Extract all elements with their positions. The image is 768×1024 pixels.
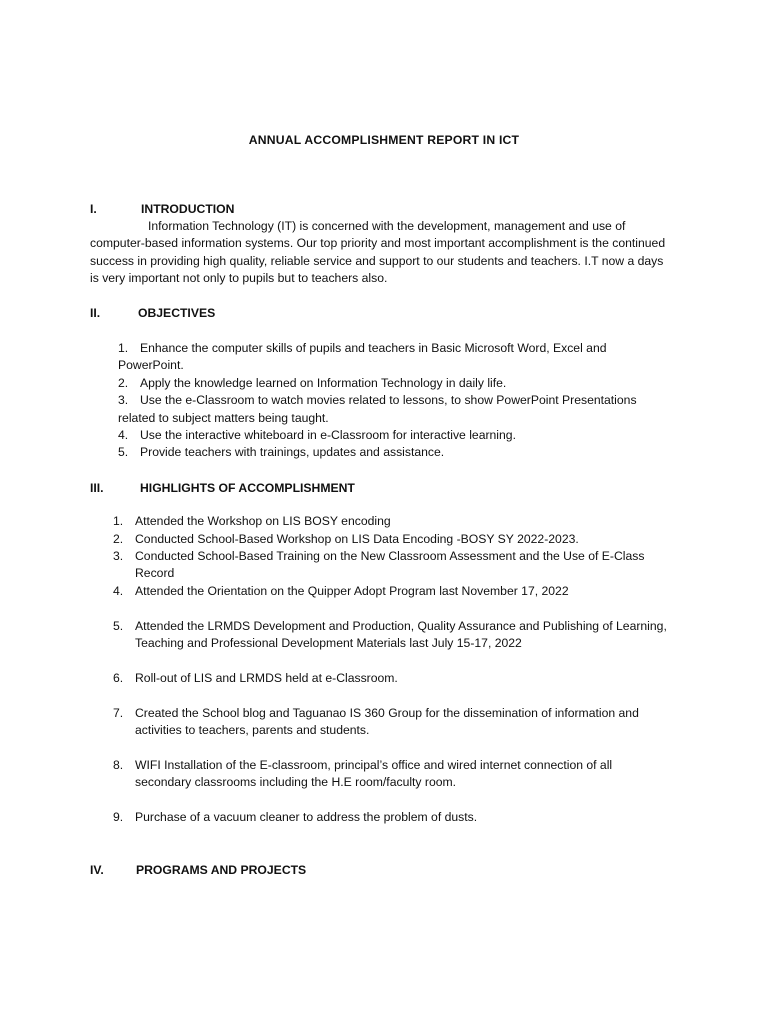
item-number: 1.	[113, 514, 124, 528]
item-number: 2.	[113, 532, 124, 546]
objective-item	[118, 392, 668, 427]
objective-item	[118, 427, 668, 444]
item-number: 8.	[113, 758, 124, 772]
highlight-item	[113, 809, 668, 826]
item-text: Use the e-Classroom to watch movies related to lessons, to show PowerPoint Presentations related to subject matters being taught.	[118, 393, 637, 425]
section-number: III.	[90, 481, 104, 495]
item-number: 4.	[113, 584, 124, 598]
item-text: Enhance the computer skills of pupils and teachers in Basic Microsoft Word, Excel and PowerPoint.	[118, 341, 607, 373]
highlight-item	[113, 757, 668, 792]
item-number: 3.	[118, 393, 129, 408]
item-text: Purchase of a vacuum cleaner to address the problem of dusts.	[135, 810, 478, 824]
section-number: I.	[90, 202, 97, 216]
highlight-item	[113, 618, 668, 653]
item-text: Attended the LRMDS Development and Production, Quality Assurance and Publishing of Learning, Teaching and Professional Development Materials last July 15-17, 2022	[135, 619, 667, 651]
item-number: 9.	[113, 810, 124, 824]
item-text: Roll-out of LIS and LRMDS held at e-Classroom.	[135, 671, 398, 685]
item-text: Conducted School-Based Workshop on LIS Data Encoding -BOSY SY 2022-2023.	[135, 532, 579, 546]
item-number: 6.	[113, 671, 124, 685]
item-number: 1.	[118, 341, 129, 355]
item-text: WIFI Installation of the E-classroom, principal’s office and wired internet connection of all secondary classrooms including the H.E room/faculty room.	[135, 758, 613, 790]
item-number: 5.	[118, 445, 129, 460]
highlight-item	[113, 513, 668, 530]
introduction-paragraph	[90, 218, 670, 288]
item-text: Conducted School-Based Training on the New Classroom Assessment and the Use of E-Class Record	[135, 549, 645, 581]
item-number: 3.	[113, 549, 124, 563]
objectives-list	[118, 340, 668, 462]
objective-item	[118, 340, 668, 375]
section-label: OBJECTIVES	[138, 306, 216, 320]
section-label: INTRODUCTION	[141, 202, 235, 216]
item-text: Attended the Orientation on the Quipper Adopt Program last November 17, 2022	[135, 584, 569, 598]
highlight-item	[113, 531, 668, 548]
item-text: Apply the knowledge learned on Information Technology in daily life.	[140, 375, 507, 390]
highlight-item	[113, 670, 668, 687]
item-text: Provide teachers with trainings, updates and assistance.	[140, 445, 445, 460]
highlight-item	[113, 583, 668, 600]
objective-item	[118, 375, 668, 392]
item-number: 4.	[118, 428, 129, 443]
introduction-text: Information Technology (IT) is concerned with the development, management and use of computer-based information systems. Our top priority and most important accomplishment is the continued success in providing high quality, reliable service and support to our students and teachers. I.T now a days is very important not only to pupils but to teachers also.	[90, 219, 666, 286]
item-number: 5.	[113, 619, 124, 633]
item-text: Use the interactive whiteboard in e-Classroom for interactive learning.	[140, 428, 516, 443]
item-number: 2.	[118, 375, 129, 390]
objective-item	[118, 444, 668, 461]
item-text: Created the School blog and Taguanao IS 360 Group for the dissemination of information and activities to teachers, parents and students.	[135, 706, 639, 738]
section-number: II.	[90, 306, 101, 320]
document-title: ANNUAL ACCOMPLISHMENT REPORT IN ICT	[248, 133, 520, 147]
item-text: Attended the Workshop on LIS BOSY encoding	[135, 514, 391, 528]
section-number: IV.	[90, 863, 104, 877]
section-label: PROGRAMS AND PROJECTS	[136, 863, 307, 877]
item-number: 7.	[113, 706, 124, 720]
highlight-item	[113, 705, 668, 740]
section-label: HIGHLIGHTS OF ACCOMPLISHMENT	[140, 481, 355, 495]
highlight-item	[113, 548, 668, 583]
